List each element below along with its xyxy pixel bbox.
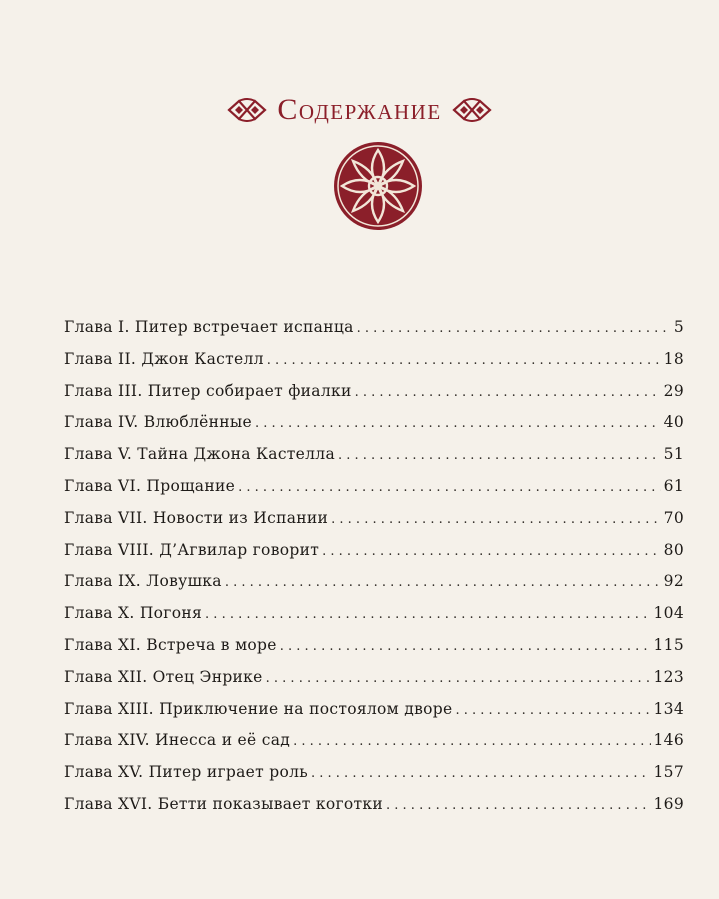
toc-entry-title: Глава XIII. Приключение на постоялом дворе — [64, 699, 453, 718]
table-of-contents — [64, 318, 684, 827]
toc-entry[interactable] — [64, 795, 684, 827]
toc-entry[interactable] — [64, 731, 684, 763]
toc-entry-title: Глава XVI. Бетти показывает коготки — [64, 794, 384, 813]
dot-leader — [225, 575, 661, 590]
toc-entry-title: Глава XIV. Инесса и её сад — [64, 731, 291, 750]
dot-leader — [205, 607, 650, 622]
toc-entry-page-number: 157 — [653, 763, 684, 782]
toc-entry-title: Глава XV. Питер играет роль — [64, 763, 308, 782]
toc-entry[interactable] — [64, 445, 684, 477]
toc-entry[interactable] — [64, 382, 684, 414]
toc-entry[interactable] — [64, 700, 684, 732]
toc-entry-page-number: 146 — [653, 731, 684, 750]
toc-entry-page-number: 115 — [653, 635, 684, 654]
toc-entry-page-number: 123 — [653, 667, 684, 686]
toc-entry[interactable] — [64, 350, 684, 382]
toc-entry-page-number: 169 — [653, 794, 684, 813]
dot-leader — [386, 798, 650, 813]
dot-leader — [266, 671, 651, 686]
knot-ornament-icon — [227, 98, 267, 122]
toc-entry-page-number: 104 — [653, 604, 684, 623]
dot-leader — [311, 766, 651, 781]
toc-entry-title: Глава IX. Ловушка — [64, 572, 222, 591]
toc-entry-title: Глава XI. Встреча в море — [64, 635, 277, 654]
toc-entry-page-number: 134 — [653, 699, 684, 718]
dot-leader — [455, 703, 650, 718]
dot-leader — [331, 512, 661, 527]
knot-ornament-icon — [452, 98, 492, 122]
toc-entry[interactable] — [64, 572, 684, 604]
toc-entry-page-number: 80 — [663, 540, 684, 559]
toc-entry[interactable] — [64, 477, 684, 509]
toc-entry[interactable] — [64, 636, 684, 668]
toc-entry-title: Глава XII. Отец Энрике — [64, 667, 263, 686]
toc-entry[interactable] — [64, 541, 684, 573]
dot-leader — [322, 544, 661, 559]
toc-entry-title: Глава VIII. Д’Агвилар говорит — [64, 540, 320, 559]
dot-leader — [293, 734, 650, 749]
dot-leader — [338, 448, 661, 463]
toc-entry-page-number: 29 — [663, 381, 684, 400]
toc-entry[interactable] — [64, 413, 684, 445]
medallion-ornament-icon — [332, 140, 424, 232]
toc-entry[interactable] — [64, 668, 684, 700]
toc-entry-page-number: 40 — [663, 413, 684, 432]
toc-entry-title: Глава V. Тайна Джона Кастелла — [64, 445, 335, 464]
toc-entry-title: Глава II. Джон Кастелл — [64, 349, 264, 368]
show-through-texture — [60, 14, 680, 37]
toc-entry-title: Глава VI. Прощание — [64, 476, 236, 495]
page-title: Содержание — [277, 93, 442, 126]
toc-header — [0, 92, 719, 128]
dot-leader — [355, 385, 661, 400]
toc-entry-page-number: 92 — [663, 572, 684, 591]
toc-entry[interactable] — [64, 318, 684, 350]
toc-entry-page-number: 70 — [663, 508, 684, 527]
dot-leader — [255, 416, 661, 431]
dot-leader — [280, 639, 651, 654]
toc-entry-page-number: 51 — [663, 445, 684, 464]
toc-entry-title: Глава I. Питер встречает испанца — [64, 318, 354, 336]
toc-entry[interactable] — [64, 763, 684, 795]
dot-leader — [267, 353, 661, 368]
dot-leader — [238, 480, 661, 495]
toc-entry-title: Глава VII. Новости из Испании — [64, 508, 329, 527]
toc-entry-title: Глава X. Погоня — [64, 604, 203, 623]
toc-entry[interactable] — [64, 604, 684, 636]
toc-entry[interactable] — [64, 509, 684, 541]
toc-entry-page-number: 61 — [663, 476, 684, 495]
toc-entry-title: Глава IV. Влюблённые — [64, 413, 252, 432]
dot-leader — [357, 321, 671, 336]
toc-entry-title: Глава III. Питер собирает фиалки — [64, 381, 352, 400]
toc-entry-page-number: 18 — [663, 349, 684, 368]
toc-entry-page-number: 5 — [673, 318, 684, 336]
